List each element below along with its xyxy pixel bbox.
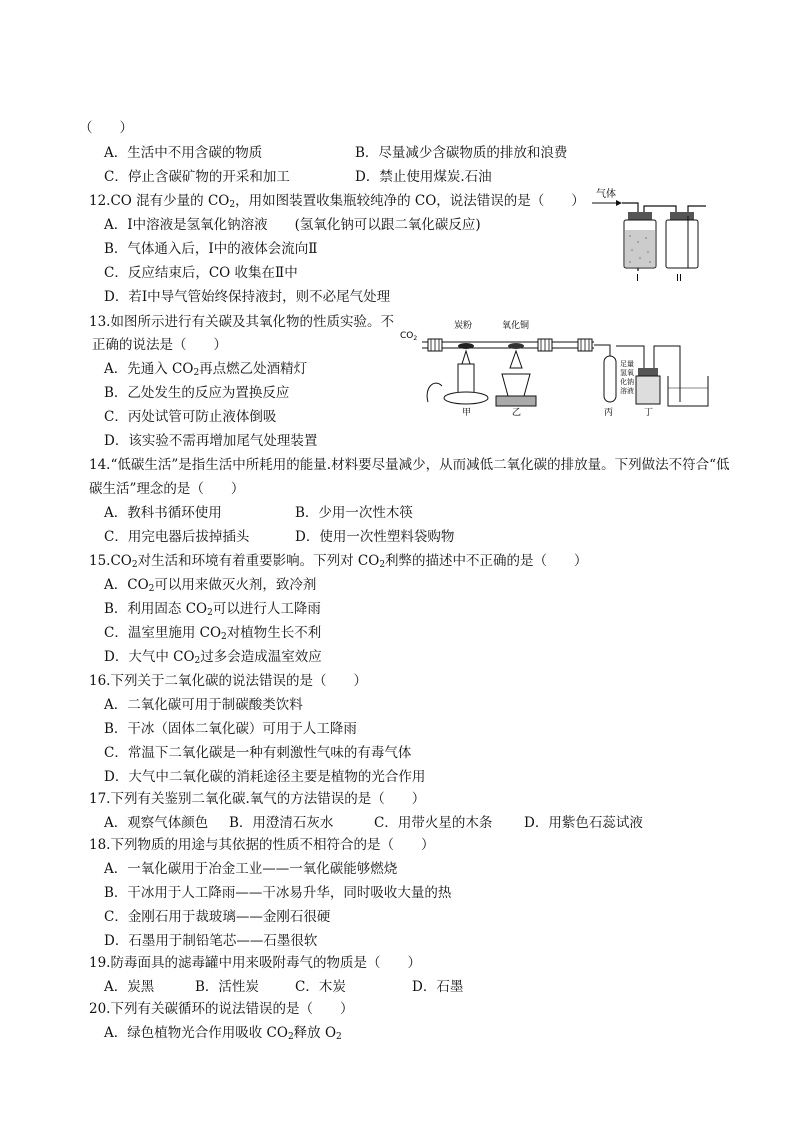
q18-option-a: A．一氧化碳用于冶金工业——一氧化碳能够燃烧 — [104, 861, 398, 877]
q13-option-d: D．该实验不需再增加尾气处理装置 — [104, 433, 318, 449]
q18-option-d: D．石墨用于制铅笔芯——石墨很软 — [104, 933, 318, 949]
q18-option-c: C．金刚石用于裁玻璃——金刚石很硬 — [104, 909, 331, 925]
flame-1 — [462, 351, 470, 364]
q13-stem-line1: 13.如图所示进行有关碳及其氧化物的性质实验。不 — [89, 314, 394, 330]
q14-option-b: B．少用一次性木筷 — [295, 505, 413, 521]
burner-1 — [458, 364, 474, 394]
cuo-label: 氧化铜 — [502, 321, 530, 331]
q19-option-a: A．炭黑 — [104, 979, 155, 995]
q15-option-a: A．$CO_2$可以用来做灭火剂，致冷剂 — [104, 577, 317, 594]
q17-option-d: D．用紫色石蕊试液 — [524, 815, 643, 831]
ding-label: 丁 — [644, 408, 654, 418]
jia-label: 甲 — [462, 408, 472, 418]
cuo-powder — [508, 343, 524, 349]
q18-option-b: B．干冰用于人工降雨——干冰易升华，同时吸收大量的热 — [104, 885, 452, 901]
burner-1-base — [444, 392, 488, 404]
carbon-label: 炭粉 — [454, 321, 473, 331]
naoh-label-4: 溶液 — [620, 387, 634, 395]
q14-option-c: C．用完电器后拔掉插头 — [104, 529, 250, 545]
gas-arrow-head — [616, 200, 622, 206]
q17-option-b: B．用澄清石灰水 — [229, 815, 334, 831]
q13-stem-line2: 正确的说法是（ ） — [92, 337, 227, 353]
naoh-label-2: 氢氧 — [620, 369, 634, 377]
lamp-stand — [496, 396, 536, 406]
q14-stem-line1: 14.“低碳生活”是指生活中所耗用的能量.材料要尽量减少，从而减低二氧化碳的排放量。下列做法不符合“低 — [89, 457, 730, 473]
q19-stem: 19.防毒面具的滤毒罐中用来吸附毒气的物质是（ ） — [89, 955, 421, 971]
q12-option-d: D．若Ⅰ中导气管始终保持液封，则不必尾气处理 — [104, 289, 391, 305]
q15-option-c: C．温室里施用 $CO_2$对植物生长不利 — [104, 625, 322, 642]
q11-option-a: A．生活中不用含碳的物质 — [104, 145, 263, 161]
q14-option-a: A．教科书循环使用 — [104, 505, 222, 521]
tube-hose — [427, 383, 442, 402]
q19-option-d: D．石墨 — [412, 979, 464, 995]
q12-option-a: A．Ⅰ中溶液是氢氧化钠溶液 (氢氧化钠可以跟二氧化碳反应) — [104, 217, 481, 233]
q15-stem: $15.CO_2$对生活和环境有着重要影响。下列对 $CO_2$利弊的描述中不正确的是（ ） — [89, 553, 588, 570]
bottle2-label: II — [676, 273, 682, 284]
beaker — [668, 376, 708, 406]
co2-inlet-label: $CO_2$ — [400, 331, 418, 342]
q13-apparatus-figure — [398, 316, 724, 418]
q16-option-a: A．二氧化碳可用于制碳酸类饮料 — [104, 697, 303, 713]
ding-stopper — [638, 368, 658, 376]
bottle1-label: I — [636, 273, 639, 284]
q13-option-c: C．丙处试管可防止液体倒吸 — [104, 409, 277, 425]
q11-option-b: B．尽量减少含碳物质的排放和浪费 — [355, 145, 568, 161]
q16-option-c: C．常温下二氧化碳是一种有刺激性气味的有毒气体 — [104, 745, 412, 761]
naoh-label-3: 化钠 — [620, 378, 634, 386]
q20-stem: 20.下列有关碳循环的说法错误的是（ ） — [89, 1001, 354, 1017]
q19-option-c: C．木炭 — [295, 979, 346, 995]
q20-option-a: A．绿色植物光合作用吸收 $CO_2$释放 $O_2$ — [104, 1025, 342, 1042]
lamp-body — [502, 374, 530, 396]
q14-option-d: D．使用一次性塑料袋购物 — [295, 529, 455, 545]
bottle2-stopper — [670, 212, 694, 220]
q17-option-c: C．用带火星的木条 — [374, 815, 493, 831]
q16-option-b: B．干冰（固体二氧化碳）可用于人工降雨 — [104, 721, 357, 737]
ding-bottle — [636, 376, 660, 404]
bottle2-body — [666, 220, 698, 268]
q12-option-c: C．反应结束后，CO 收集在Ⅱ中 — [104, 265, 298, 281]
q19-option-b: B．活性炭 — [195, 979, 259, 995]
q11-option-d: D．禁止使用煤炭.石油 — [355, 169, 492, 185]
q17-option-a: A．观察气体颜色 — [104, 815, 209, 831]
bottle1-stopper — [628, 212, 652, 220]
q13-option-b: B．乙处发生的反应为置换反应 — [104, 385, 290, 401]
q14-stem-line2: 碳生活”理念的是（ ） — [89, 481, 245, 497]
q12-stem: 12.CO 混有少量的 $CO_2$，用如图装置收集瓶较纯净的 CO，说法错误的是（ ） — [89, 193, 585, 210]
naoh-label-1: 足量 — [620, 360, 634, 368]
q16-option-d: D．大气中二氧化碳的消耗途径主要是植物的光合作用 — [104, 769, 426, 785]
q15-option-b: B．利用固态 $CO_2$可以进行人工降雨 — [104, 601, 321, 618]
q12-bottle-apparatus-figure — [588, 186, 718, 286]
carbon-powder — [458, 343, 474, 349]
q13-option-a: A．先通入 $CO_2$再点燃乙处酒精灯 — [104, 361, 308, 378]
q11-option-c: C．停止含碳矿物的开采和加工 — [104, 169, 290, 185]
q12-gas-label: 气体 — [596, 189, 616, 200]
q15-option-d: D．大气中 $CO_2$过多会造成温室效应 — [104, 649, 322, 666]
yi-label: 乙 — [512, 408, 522, 418]
q18-stem: 18.下列物质的用途与其依据的性质不相符合的是（ ） — [89, 837, 435, 853]
flame-2 — [510, 351, 522, 368]
tube-to-bing — [594, 345, 610, 356]
bing-test-tube — [604, 356, 616, 402]
q17-stem: 17.下列有关鉴别二氧化碳.氧气的方法错误的是（ ） — [89, 791, 426, 807]
q11-paren: （ ） — [79, 120, 133, 136]
q16-stem: 16.下列关于二氧化碳的说法错误的是（ ） — [89, 673, 367, 689]
q12-option-b: B．气体通入后，Ⅰ中的液体会流向Ⅱ — [104, 241, 318, 257]
bing-label: 丙 — [604, 408, 614, 418]
